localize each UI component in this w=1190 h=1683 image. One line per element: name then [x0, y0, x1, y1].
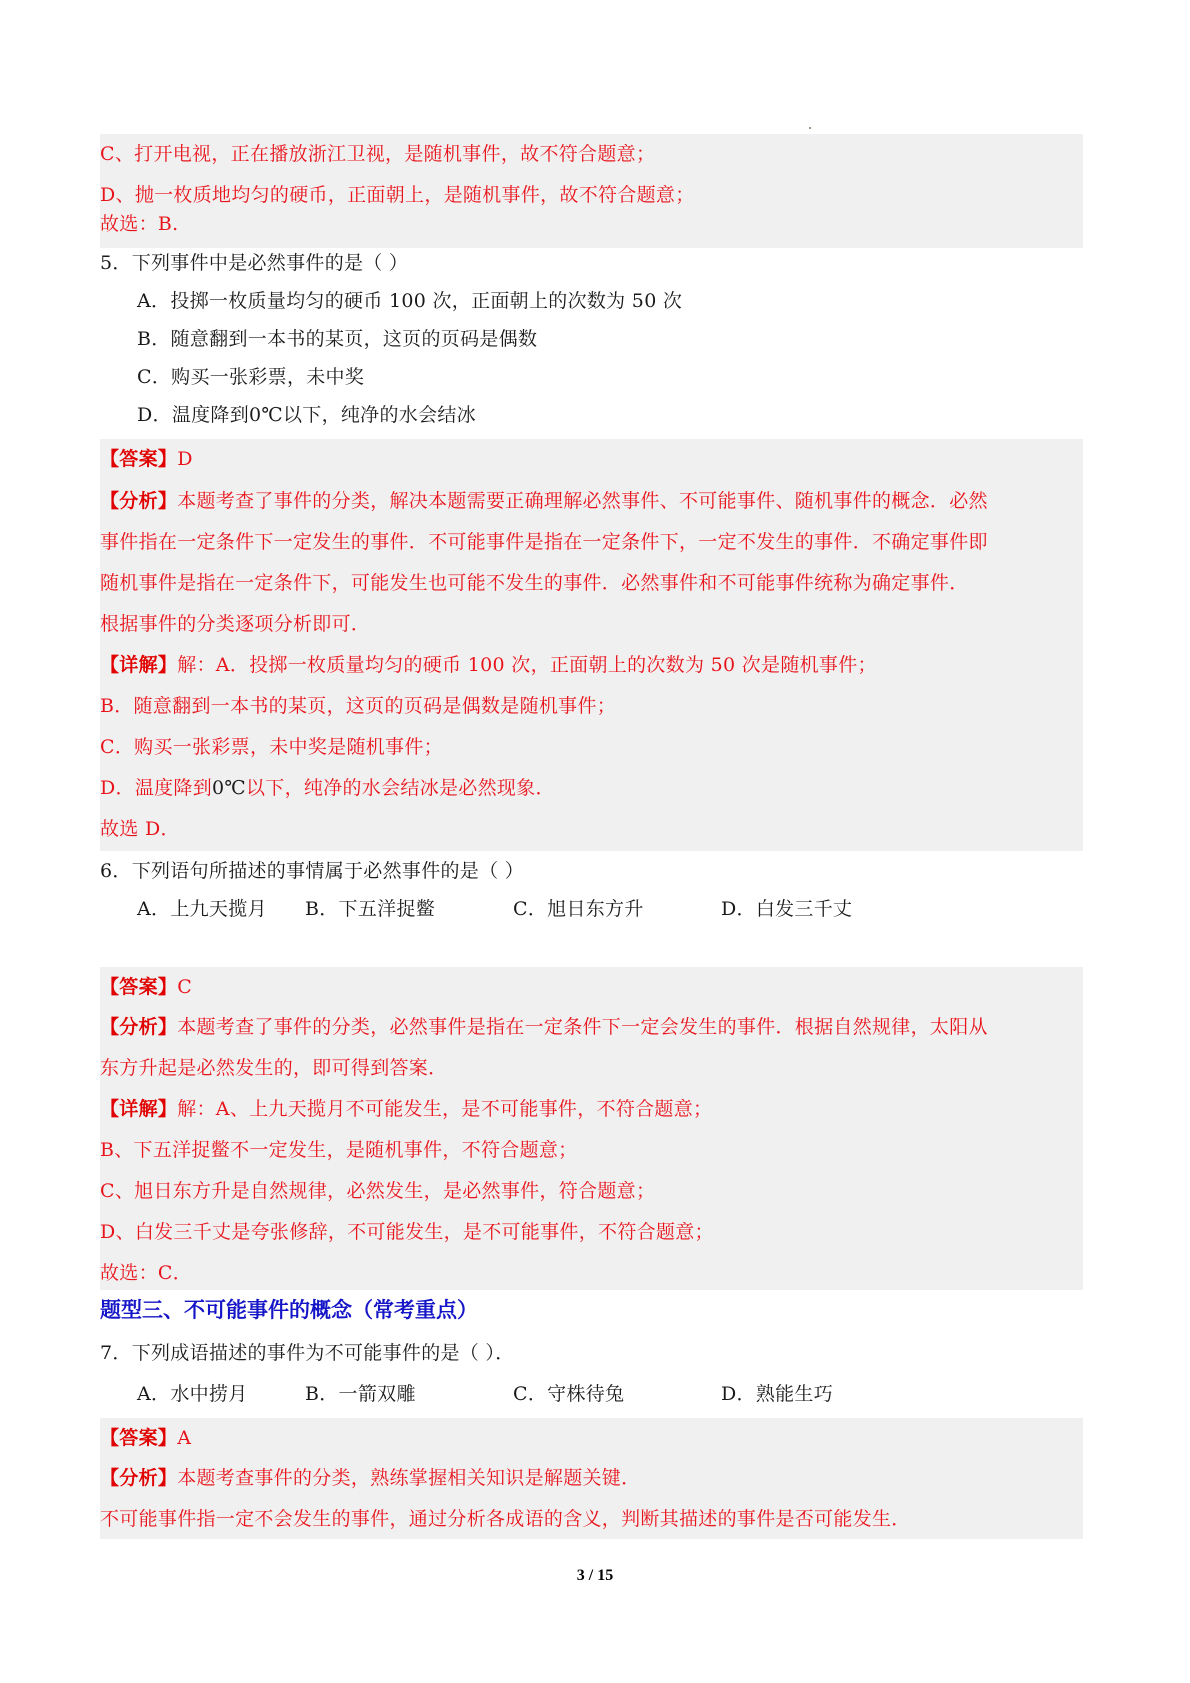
option-d: D．白发三千丈 — [721, 898, 853, 920]
analysis-tag: 【分析】 — [100, 1016, 178, 1038]
question-5-analysis: 【分析】本题考查了事件的分类，解决本题需要正确理解必然事件、不可能事件、随机事件的概念．必然 — [100, 481, 1083, 522]
temperature-value: 0℃ — [212, 777, 246, 799]
analysis-tag: 【分析】 — [100, 490, 178, 512]
analysis-line: 东方升起是必然发生的，即可得到答案． — [100, 1048, 1083, 1089]
option-c: C．旭日东方升 — [513, 898, 644, 920]
analysis-line: 随机事件是指在一定条件下，可能发生也可能不发生的事件．必然事件和不可能事件统称为确定事件． — [100, 563, 1083, 604]
option-b: B．下五洋捉鳖 — [305, 898, 436, 920]
option-b: B．一箭双雕 — [305, 1383, 416, 1405]
question-7-analysis: 【分析】本题考查事件的分类，熟练掌握相关知识是解题关键． — [100, 1458, 1083, 1499]
question-7-stem: 7．下列成语描述的事件为不可能事件的是（ ）． — [100, 1342, 515, 1364]
answer-value: D — [177, 448, 193, 470]
question-5-option-d: D．温度降到0℃以下，纯净的水会结冰 — [137, 404, 476, 426]
question-5-answer — [100, 439, 1083, 481]
detail-line: B．随意翻到一本书的某页，这页的页码是偶数是随机事件； — [100, 686, 1083, 727]
question-6-detail: 【详解】解：A、上九天揽月不可能发生，是不可能事件，不符合题意； — [100, 1089, 1083, 1130]
question-7-answer — [100, 1418, 1083, 1458]
detail-line: C、旭日东方升是自然规律，必然发生，是必然事件，符合题意； — [100, 1171, 1083, 1212]
question-6-conclusion: 故选：C． — [100, 1253, 1083, 1290]
question-7-options — [100, 1374, 1083, 1415]
question-6-analysis: 【分析】本题考查了事件的分类，必然事件是指在一定条件下一定会发生的事件．根据自然规律，太阳从 — [100, 1007, 1083, 1048]
detail-line: B、下五洋捉鳖不一定发生，是随机事件，不符合题意； — [100, 1130, 1083, 1171]
question-5-option-c: C．购买一张彩票，未中奖 — [137, 366, 365, 388]
option-a: A．水中捞月 — [137, 1383, 248, 1405]
question-5-conclusion: 故选 D． — [100, 809, 1083, 851]
detail-line: D、白发三千丈是夸张修辞，不可能发生，是不可能事件，不符合题意； — [100, 1212, 1083, 1253]
detail-line: D．温度降到0℃以下，纯净的水会结冰是必然现象． — [100, 768, 1083, 809]
analysis-line: 根据事件的分类逐项分析即可． — [100, 604, 1083, 645]
answer-tag: 【答案】 — [100, 448, 178, 470]
answer-value: C — [177, 976, 193, 998]
question-5-stem: 5．下列事件中是必然事件的是（ ） — [100, 252, 409, 274]
question-5-option-b: B．随意翻到一本书的某页，这页的页码是偶数 — [137, 328, 538, 350]
section-heading: 题型三、不可能事件的概念（常考重点） — [100, 1298, 478, 1322]
analysis-line: 事件指在一定条件下一定发生的事件．不可能事件是指在一定条件下，一定不发生的事件．不确定事件即 — [100, 522, 1083, 563]
option-a: A．上九天揽月 — [137, 898, 267, 920]
question-6-stem: 6．下列语句所描述的事情属于必然事件的是（ ） — [100, 860, 525, 882]
prev-solution-line: D、抛一枚质地均匀的硬币，正面朝上，是随机事件，故不符合题意； — [100, 175, 1083, 216]
detail-line: C．购买一张彩票，未中奖是随机事件； — [100, 727, 1083, 768]
answer-tag: 【答案】 — [100, 1427, 178, 1449]
stray-mark — [809, 127, 811, 129]
page-indicator: 3 / 15 — [576, 1567, 614, 1584]
detail-tag: 【详解】 — [100, 654, 178, 676]
option-c: C．守株待兔 — [513, 1383, 625, 1405]
question-6-answer — [100, 967, 1083, 1007]
answer-value: A — [177, 1427, 192, 1449]
prev-solution-line: C、打开电视，正在播放浙江卫视，是随机事件，故不符合题意； — [100, 134, 1083, 175]
detail-tag: 【详解】 — [100, 1098, 178, 1120]
analysis-tag: 【分析】 — [100, 1467, 178, 1489]
option-d: D．熟能生巧 — [721, 1383, 834, 1405]
question-5-detail: 【详解】解：A．投掷一枚质量均匀的硬币 100 次，正面朝上的次数为 50 次是随机事件； — [100, 645, 1083, 686]
answer-tag: 【答案】 — [100, 976, 178, 998]
question-6-options — [100, 889, 1083, 930]
analysis-line: 不可能事件指一定不会发生的事件，通过分析各成语的含义，判断其描述的事件是否可能发生． — [100, 1499, 1083, 1539]
question-5-option-a: A．投掷一枚质量均匀的硬币 100 次，正面朝上的次数为 50 次 — [137, 290, 683, 312]
prev-solution-conclusion: 故选：B. — [100, 216, 1083, 248]
